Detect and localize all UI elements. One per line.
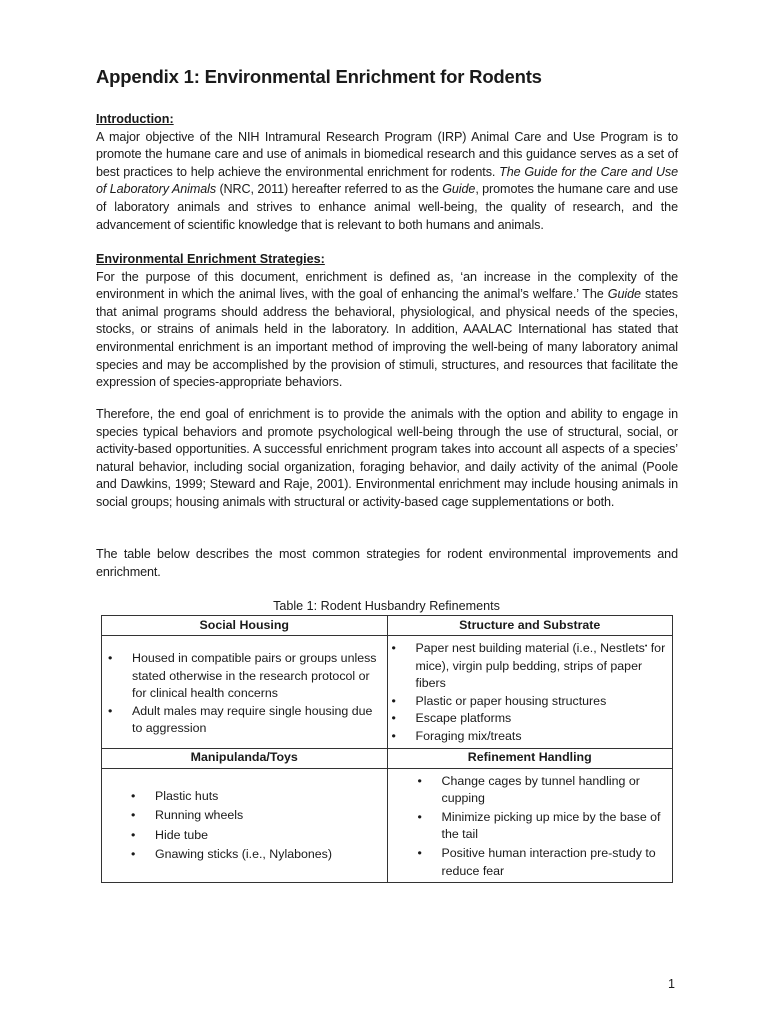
- intro-text-2: (NRC, 2011) hereafter referred to as the: [216, 182, 443, 197]
- list-item: • Gnawing sticks (i.e., Nylabones): [155, 845, 381, 865]
- list-item: • Paper nest building material (i.e., Nestlets• for mice), virgin pulp bedding, strips of paper fibers: [391, 641, 666, 691]
- introduction-section: [96, 111, 678, 234]
- header-refinement-handling: Refinement Handling: [387, 748, 673, 768]
- strategies-guide-italic: Guide: [607, 287, 641, 302]
- bullet-icon: •: [417, 845, 422, 860]
- guide-full-title: The Guide for the Care and Use of Laboratory Animals: [96, 164, 678, 197]
- table-header-row: [102, 616, 673, 636]
- refinement-handling-cell: [387, 768, 673, 883]
- header-social-housing: Social Housing: [102, 616, 388, 636]
- list-item: • Running wheels: [155, 806, 381, 826]
- table-caption: Table 1: Rodent Husbandry Refinements: [273, 599, 500, 613]
- intro-text-3: , promotes the humane care and use of laboratory animals and strives to enhance animal well-being, the quality of research, and the advancement of scientific knowledge that is relevant to both humans and animals.: [96, 182, 678, 232]
- introduction-paragraph: [96, 129, 678, 235]
- strategies-paragraph-3: The table below describes the most common strategies for rodent environmental improvements and enrichment.: [96, 547, 678, 579]
- list-item: • Adult males may require single housing due to aggression: [108, 703, 373, 736]
- bullet-icon: •: [108, 703, 113, 718]
- page-title: Appendix 1: Environmental Enrichment for Rodents: [96, 66, 542, 87]
- structure-substrate-list: [391, 640, 667, 746]
- list-item: • Positive human interaction pre-study to reduce fear: [417, 845, 656, 878]
- list-item: • Plastic huts: [155, 787, 381, 807]
- registered-mark: •: [644, 643, 648, 650]
- bullet-icon: •: [391, 641, 396, 655]
- strategies-heading: Environmental Enrichment Strategies:: [96, 252, 325, 266]
- strategies-p1-text-1: For the purpose of this document, enrichment is defined as, ‘an increase in the complexity of the environment in which the animal lives, with the goal of enhancing the animal’s welfare.’ The: [96, 269, 678, 302]
- social-housing-list: [108, 650, 381, 738]
- bullet-icon: •: [417, 809, 422, 824]
- strategies-p1-text-2: states that animal programs should address the behavioral, physiological, and physical needs of the species, stocks, or strains of animals held in the laboratory. In addition, AAALAC International has stated that environmental enrichment is an important method of improving the well-being of many laboratory animal species and may be accomplished by the provision of stimuli, structures, and resources that facilitate the expression of species-appropriate behaviors.: [96, 287, 678, 390]
- table-row: [102, 768, 673, 883]
- manipulanda-toys-cell: [102, 768, 388, 883]
- structure-substrate-cell: [387, 636, 673, 749]
- header-structure-substrate: Structure and Substrate: [387, 616, 673, 636]
- manipulanda-toys-list: [131, 787, 381, 865]
- list-item: • Change cages by tunnel handling or cupping: [417, 773, 640, 806]
- bullet-icon: •: [131, 827, 136, 842]
- bullet-icon: •: [108, 651, 113, 665]
- bullet-icon: •: [131, 788, 136, 803]
- bullet-icon: •: [391, 711, 396, 726]
- strategies-paragraph-3-block: [96, 546, 678, 581]
- list-item: • Housed in compatible pairs or groups unless stated otherwise in the research protocol or for clinical health concerns: [108, 651, 377, 701]
- social-housing-cell: [102, 636, 388, 749]
- table-header-row: [102, 748, 673, 768]
- strategies-paragraph-1: [96, 269, 678, 392]
- introduction-heading: Introduction:: [96, 112, 174, 126]
- list-item: • Escape platforms: [416, 710, 667, 728]
- bullet-icon: •: [391, 728, 396, 743]
- bullet-icon: •: [417, 773, 422, 788]
- bullet-icon: •: [131, 808, 136, 823]
- strategies-paragraph-2: Therefore, the end goal of enrichment is to provide the animals with the option and ability to engage in species typical behaviors and promote psychological well-being through the use of structural, social, or activity-based opportunities. A successful enrichment program takes into account all aspects of a species’ natural behavior, including social organization, foraging behavior, and daily activity of the animal (Poole and Dawkins, 1999; Steward and Raje, 2001). Environmental enrichment may include housing animals in social groups; housing animals with structural or activity-based cage supplementations or both.: [96, 407, 678, 509]
- page-number: 1: [667, 977, 675, 991]
- strategies-section: [96, 251, 678, 392]
- list-item: • Foraging mix/treats: [416, 728, 667, 746]
- refinement-handling-list: [417, 773, 667, 881]
- bullet-icon: •: [131, 847, 136, 862]
- bullet-icon: •: [391, 693, 396, 708]
- header-manipulanda-toys: Manipulanda/Toys: [102, 748, 388, 768]
- list-item: • Hide tube: [155, 826, 381, 846]
- list-item: • Minimize picking up mice by the base of the tail: [417, 809, 661, 842]
- list-item: • Plastic or paper housing structures: [416, 693, 667, 711]
- rodent-husbandry-table: [101, 615, 673, 883]
- guide-short-title: Guide: [442, 182, 476, 197]
- strategies-paragraph-2-block: [96, 406, 678, 512]
- intro-text-1: A major objective of the NIH Intramural Research Program (IRP) Animal Care and Use Program is to promote the humane care and use of animals in biomedical research and this guidance serves as a set of best practices to help achieve the environmental enrichment for rodents.: [96, 129, 678, 179]
- table-row: [102, 636, 673, 749]
